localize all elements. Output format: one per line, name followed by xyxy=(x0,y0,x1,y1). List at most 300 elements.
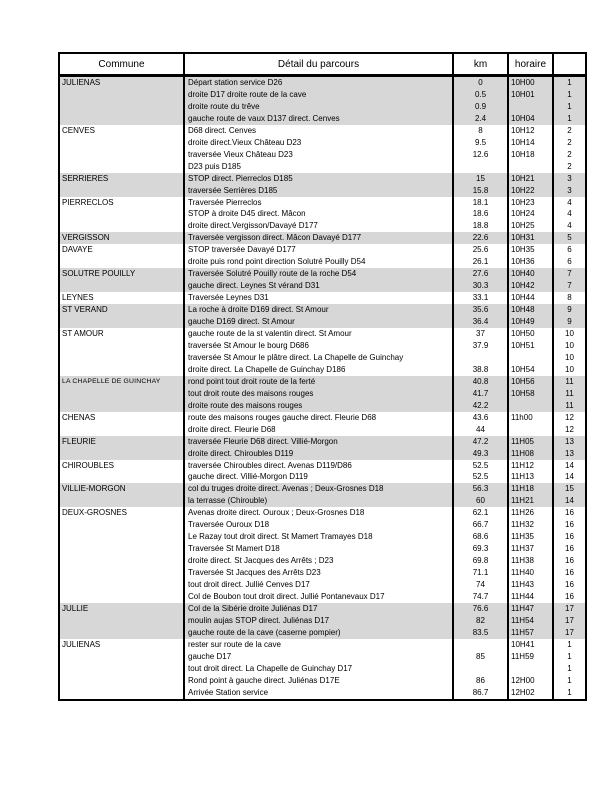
leg-cell: 1 xyxy=(553,89,586,101)
km-cell: 69.3 xyxy=(453,543,508,555)
detail-cell: STOP traversée Davayé D177 xyxy=(184,244,453,256)
commune-cell xyxy=(59,663,184,675)
detail-cell: traversée St Amour le bourg D686 xyxy=(184,340,453,352)
commune-cell xyxy=(59,567,184,579)
horaire-cell: 10H51 xyxy=(508,340,553,352)
table-row xyxy=(59,579,586,591)
detail-cell: droite direct. Fleurie D68 xyxy=(184,424,453,436)
km-cell: 22.6 xyxy=(453,232,508,244)
detail-cell: la terrasse (Chirouble) xyxy=(184,495,453,507)
table-row xyxy=(59,185,586,197)
horaire-cell: 10H22 xyxy=(508,185,553,197)
detail-cell: tout droit direct. La Chapelle de Guinchay D17 xyxy=(184,663,453,675)
horaire-cell: 10H36 xyxy=(508,256,553,268)
table-row xyxy=(59,448,586,460)
column-header-km: km xyxy=(453,53,508,76)
km-cell xyxy=(453,352,508,364)
horaire-cell: 10H58 xyxy=(508,388,553,400)
detail-cell: droite direct.Vieux Château D23 xyxy=(184,137,453,149)
table-row xyxy=(59,483,586,495)
commune-cell xyxy=(59,101,184,113)
header-row xyxy=(59,53,586,76)
km-cell: 85 xyxy=(453,651,508,663)
km-cell xyxy=(453,161,508,173)
detail-cell: D23 puis D185 xyxy=(184,161,453,173)
km-cell: 36.4 xyxy=(453,316,508,328)
commune-cell: VILLIE-MORGON xyxy=(59,483,184,495)
leg-cell: 15 xyxy=(553,483,586,495)
km-cell xyxy=(453,663,508,675)
horaire-cell: 10H12 xyxy=(508,125,553,137)
leg-cell: 1 xyxy=(567,663,572,673)
detail-cell: gauche direct. Villié-Morgon D119 xyxy=(184,471,453,483)
km-cell: 33.1 xyxy=(453,292,508,304)
km-cell: 37 xyxy=(453,328,508,340)
detail-cell: droite direct. Chiroubles D119 xyxy=(184,448,453,460)
table-body xyxy=(59,76,586,700)
commune-cell: DEUX-GROSNES xyxy=(59,507,184,519)
leg-cell: 13 xyxy=(553,436,586,448)
leg-cell: 1 xyxy=(567,687,572,697)
leg-cell: 3 xyxy=(553,173,586,185)
commune-cell xyxy=(59,137,184,149)
km-cell: 74 xyxy=(453,579,508,591)
detail-cell: STOP à droite D45 direct. Mâcon xyxy=(184,208,453,220)
detail-cell: Départ station service D26 xyxy=(184,76,453,89)
horaire-cell: 11H44 xyxy=(508,591,553,603)
leg-cell: 10 xyxy=(565,364,574,374)
horaire-cell: 10H25 xyxy=(508,220,553,232)
detail-cell: tout droit route des maisons rouges xyxy=(184,388,453,400)
horaire-cell: 11H32 xyxy=(508,519,553,531)
commune-cell xyxy=(59,89,184,101)
commune-cell xyxy=(59,543,184,555)
horaire-cell: 10H44 xyxy=(508,292,553,304)
leg-cell: 13 xyxy=(553,448,586,460)
leg-cell: 6 xyxy=(567,257,572,267)
commune-cell: ST AMOUR xyxy=(59,328,184,340)
commune-cell xyxy=(59,364,184,376)
commune-cell xyxy=(59,615,184,627)
commune-cell xyxy=(59,185,184,197)
table-row xyxy=(59,256,586,268)
horaire-cell: 10H56 xyxy=(508,376,553,388)
column-header-horaire: horaire xyxy=(508,53,553,76)
km-cell: 42.2 xyxy=(453,400,508,412)
leg-cell: 12 xyxy=(565,412,574,422)
horaire-cell xyxy=(508,400,553,412)
table-row xyxy=(59,220,586,232)
horaire-cell: 11H37 xyxy=(508,543,553,555)
km-cell: 2.4 xyxy=(453,113,508,125)
leg-cell: 1 xyxy=(553,101,586,113)
column-header-detail: Détail du parcours xyxy=(184,53,453,76)
table-row xyxy=(59,76,586,89)
table-row xyxy=(59,627,586,639)
table-row xyxy=(59,352,586,364)
table-row xyxy=(59,113,586,125)
table-row xyxy=(59,149,586,161)
leg-cell: 2 xyxy=(567,125,572,135)
horaire-cell: 11H35 xyxy=(508,531,553,543)
horaire-cell: 10H49 xyxy=(508,316,553,328)
table-row xyxy=(59,615,586,627)
km-cell: 18.1 xyxy=(453,197,508,209)
km-cell: 74.7 xyxy=(453,591,508,603)
km-cell: 0.5 xyxy=(453,89,508,101)
horaire-cell: 10H24 xyxy=(508,208,553,220)
commune-cell xyxy=(59,352,184,364)
leg-cell: 10 xyxy=(565,352,574,362)
commune-cell xyxy=(59,627,184,639)
detail-cell: Traversée St Mamert D18 xyxy=(184,543,453,555)
detail-cell: D68 direct. Cenves xyxy=(184,125,453,137)
horaire-cell: 10H41 xyxy=(508,639,553,651)
commune-cell xyxy=(59,400,184,412)
leg-cell: 2 xyxy=(567,149,572,159)
km-cell: 9.5 xyxy=(453,137,508,149)
commune-cell xyxy=(59,675,184,687)
detail-cell: traversée Fleurie D68 direct. Villié-Morgon xyxy=(184,436,453,448)
km-cell: 68.6 xyxy=(453,531,508,543)
table-row xyxy=(59,519,586,531)
detail-cell: traversée Vieux Château D23 xyxy=(184,149,453,161)
leg-cell: 16 xyxy=(565,568,574,578)
km-cell: 0.9 xyxy=(453,101,508,113)
commune-cell: SERRIERES xyxy=(59,173,184,185)
horaire-cell xyxy=(508,161,553,173)
commune-cell: SOLUTRE POUILLY xyxy=(59,268,184,280)
km-cell: 41.7 xyxy=(453,388,508,400)
horaire-cell: 10H14 xyxy=(508,137,553,149)
table-row xyxy=(59,639,586,651)
horaire-cell: 11h00 xyxy=(508,412,553,424)
km-cell: 18.8 xyxy=(453,220,508,232)
table-row xyxy=(59,400,586,412)
commune-cell xyxy=(59,316,184,328)
leg-cell: 17 xyxy=(553,603,586,615)
horaire-cell xyxy=(508,424,553,436)
table-row xyxy=(59,591,586,603)
table-row xyxy=(59,507,586,519)
commune-cell: LEYNES xyxy=(59,292,184,304)
km-cell: 76.6 xyxy=(453,603,508,615)
commune-cell: JULIENAS xyxy=(59,639,184,651)
km-cell: 82 xyxy=(453,615,508,627)
table-header xyxy=(59,53,586,76)
km-cell: 37.9 xyxy=(453,340,508,352)
horaire-cell: 11H21 xyxy=(508,495,553,507)
leg-cell: 4 xyxy=(567,209,572,219)
leg-cell: 10 xyxy=(565,329,574,339)
commune-cell xyxy=(59,280,184,292)
horaire-cell: 10H42 xyxy=(508,280,553,292)
commune-cell xyxy=(59,555,184,567)
leg-cell: 14 xyxy=(565,472,574,482)
column-header-commune: Commune xyxy=(59,53,184,76)
km-cell: 83.5 xyxy=(453,627,508,639)
table-row xyxy=(59,232,586,244)
commune-cell xyxy=(59,149,184,161)
table-row xyxy=(59,304,586,316)
detail-cell: gauche direct. Leynes St vérand D31 xyxy=(184,280,453,292)
leg-cell: 11 xyxy=(553,400,586,412)
table-row xyxy=(59,687,586,700)
leg-cell: 16 xyxy=(565,544,574,554)
commune-cell: DAVAYE xyxy=(59,244,184,256)
table-row xyxy=(59,495,586,507)
horaire-cell: 10H35 xyxy=(508,244,553,256)
km-cell: 62.1 xyxy=(453,507,508,519)
km-cell: 49.3 xyxy=(453,448,508,460)
table-row xyxy=(59,268,586,280)
detail-cell: rond point tout droit route de la ferté xyxy=(184,376,453,388)
table-row xyxy=(59,340,586,352)
table-row xyxy=(59,316,586,328)
horaire-cell: 10H50 xyxy=(508,328,553,340)
commune-cell xyxy=(59,687,184,700)
commune-cell xyxy=(59,579,184,591)
leg-cell: 7 xyxy=(553,268,586,280)
leg-cell: 16 xyxy=(565,520,574,530)
table-row xyxy=(59,137,586,149)
horaire-cell xyxy=(508,663,553,675)
detail-cell: moulin aujas STOP direct. Juliénas D17 xyxy=(184,615,453,627)
horaire-cell: 11H13 xyxy=(508,471,553,483)
horaire-cell: 10H31 xyxy=(508,232,553,244)
km-cell: 52.5 xyxy=(453,460,508,472)
horaire-cell: 10H54 xyxy=(508,364,553,376)
leg-cell: 16 xyxy=(565,591,574,601)
leg-cell: 14 xyxy=(565,460,574,470)
km-cell: 8 xyxy=(453,125,508,137)
roadbook-table xyxy=(58,52,587,701)
detail-cell: STOP direct. Pierreclos D185 xyxy=(184,173,453,185)
horaire-cell: 11H12 xyxy=(508,460,553,472)
leg-cell: 1 xyxy=(553,76,586,89)
km-cell: 12.6 xyxy=(453,149,508,161)
table-row xyxy=(59,651,586,663)
leg-cell: 14 xyxy=(553,495,586,507)
commune-cell: JULIENAS xyxy=(59,76,184,89)
table-row xyxy=(59,460,586,472)
leg-cell: 17 xyxy=(553,615,586,627)
detail-cell: tout droit direct. Jullié Cenves D17 xyxy=(184,579,453,591)
horaire-cell xyxy=(508,101,553,113)
horaire-cell: 11H38 xyxy=(508,555,553,567)
table-row xyxy=(59,388,586,400)
km-cell: 44 xyxy=(453,424,508,436)
table-row xyxy=(59,436,586,448)
detail-cell: gauche route de la st valentin direct. St Amour xyxy=(184,328,453,340)
commune-cell xyxy=(59,495,184,507)
horaire-cell: 10H18 xyxy=(508,149,553,161)
commune-cell: PIERRECLOS xyxy=(59,197,184,209)
column-header-leg xyxy=(553,53,586,76)
detail-cell: Col de Boubon tout droit direct. Jullié Pontanevaux D17 xyxy=(184,591,453,603)
table-row xyxy=(59,412,586,424)
km-cell: 0 xyxy=(453,76,508,89)
km-cell: 52.5 xyxy=(453,471,508,483)
leg-cell: 7 xyxy=(553,280,586,292)
table-row xyxy=(59,471,586,483)
table-row xyxy=(59,101,586,113)
km-cell: 15 xyxy=(453,173,508,185)
commune-cell xyxy=(59,388,184,400)
commune-cell: CENVES xyxy=(59,125,184,137)
commune-cell xyxy=(59,591,184,603)
detail-cell: droite direct. La Chapelle de Guinchay D186 xyxy=(184,364,453,376)
leg-cell: 2 xyxy=(567,137,572,147)
commune-cell xyxy=(59,256,184,268)
leg-cell: 9 xyxy=(553,304,586,316)
horaire-cell: 10H48 xyxy=(508,304,553,316)
commune-cell xyxy=(59,113,184,125)
detail-cell: droite direct.Vergisson/Davayé D177 xyxy=(184,220,453,232)
commune-cell xyxy=(59,208,184,220)
leg-cell: 5 xyxy=(553,232,586,244)
km-cell: 27.6 xyxy=(453,268,508,280)
detail-cell: Traversée vergisson direct. Mâcon Davayé D177 xyxy=(184,232,453,244)
horaire-cell: 11H08 xyxy=(508,448,553,460)
detail-cell: Traversée St Jacques des Arrêts D23 xyxy=(184,567,453,579)
horaire-cell: 11H59 xyxy=(508,651,553,663)
km-cell: 15.8 xyxy=(453,185,508,197)
horaire-cell: 12H00 xyxy=(508,675,553,687)
commune-cell: CHIROUBLES xyxy=(59,460,184,472)
horaire-cell: 10H21 xyxy=(508,173,553,185)
detail-cell: gauche route de vaux D137 direct. Cenves xyxy=(184,113,453,125)
horaire-cell: 11H05 xyxy=(508,436,553,448)
detail-cell: Le Razay tout droit direct. St Mamert Tramayes D18 xyxy=(184,531,453,543)
horaire-cell xyxy=(508,352,553,364)
leg-cell: 16 xyxy=(565,556,574,566)
commune-cell xyxy=(59,531,184,543)
detail-cell: route des maisons rouges gauche direct. Fleurie D68 xyxy=(184,412,453,424)
leg-cell: 6 xyxy=(567,245,572,255)
commune-cell: CHENAS xyxy=(59,412,184,424)
detail-cell: droite route des maisons rouges xyxy=(184,400,453,412)
commune-cell xyxy=(59,161,184,173)
commune-cell xyxy=(59,340,184,352)
table-row xyxy=(59,89,586,101)
leg-cell: 11 xyxy=(553,388,586,400)
km-cell: 30.3 xyxy=(453,280,508,292)
km-cell xyxy=(453,639,508,651)
leg-cell: 1 xyxy=(567,675,572,685)
leg-cell: 3 xyxy=(553,185,586,197)
km-cell: 38.8 xyxy=(453,364,508,376)
table-row xyxy=(59,531,586,543)
table-row xyxy=(59,663,586,675)
detail-cell: Col de la Sibérie droite Juliénas D17 xyxy=(184,603,453,615)
detail-cell: Traversée Pierreclos xyxy=(184,197,453,209)
commune-cell xyxy=(59,651,184,663)
table-row xyxy=(59,292,586,304)
detail-cell: droite direct. St Jacques des Arrêts ; D23 xyxy=(184,555,453,567)
detail-cell: Traversée Ouroux D18 xyxy=(184,519,453,531)
horaire-cell: 10H23 xyxy=(508,197,553,209)
detail-cell: droite D17 droite route de la cave xyxy=(184,89,453,101)
leg-cell: 17 xyxy=(553,627,586,639)
commune-cell: ST VERAND xyxy=(59,304,184,316)
table-row xyxy=(59,424,586,436)
commune-cell: FLEURIE xyxy=(59,436,184,448)
commune-cell xyxy=(59,220,184,232)
table-row xyxy=(59,555,586,567)
km-cell: 86.7 xyxy=(453,687,508,700)
detail-cell: Traversée Solutré Pouilly route de la roche D54 xyxy=(184,268,453,280)
horaire-cell: 10H04 xyxy=(508,113,553,125)
detail-cell: droite puis rond point direction Solutré Pouilly D54 xyxy=(184,256,453,268)
table-row xyxy=(59,244,586,256)
km-cell: 35.6 xyxy=(453,304,508,316)
km-cell: 25.6 xyxy=(453,244,508,256)
commune-cell xyxy=(59,448,184,460)
table-row xyxy=(59,161,586,173)
km-cell: 66.7 xyxy=(453,519,508,531)
km-cell: 56.3 xyxy=(453,483,508,495)
detail-cell: rester sur route de la cave xyxy=(184,639,453,651)
table-row xyxy=(59,603,586,615)
horaire-cell: 11H43 xyxy=(508,579,553,591)
commune-cell: LA CHAPELLE DE GUINCHAY xyxy=(59,376,184,388)
km-cell: 26.1 xyxy=(453,256,508,268)
detail-cell: traversée Serrières D185 xyxy=(184,185,453,197)
table-row xyxy=(59,567,586,579)
leg-cell: 4 xyxy=(567,221,572,231)
leg-cell: 1 xyxy=(553,113,586,125)
horaire-cell: 12H02 xyxy=(508,687,553,700)
commune-cell xyxy=(59,471,184,483)
leg-cell: 8 xyxy=(567,293,572,303)
leg-cell: 2 xyxy=(567,161,572,171)
commune-cell xyxy=(59,519,184,531)
horaire-cell: 11H54 xyxy=(508,615,553,627)
leg-cell: 4 xyxy=(567,197,572,207)
km-cell: 60 xyxy=(453,495,508,507)
table-row xyxy=(59,543,586,555)
commune-cell xyxy=(59,424,184,436)
detail-cell: droite route du trêve xyxy=(184,101,453,113)
detail-cell: Traversée Leynes D31 xyxy=(184,292,453,304)
detail-cell: gauche D169 direct. St Amour xyxy=(184,316,453,328)
km-cell: 69.8 xyxy=(453,555,508,567)
km-cell: 86 xyxy=(453,675,508,687)
leg-cell: 1 xyxy=(567,651,572,661)
horaire-cell: 11H57 xyxy=(508,627,553,639)
table-row xyxy=(59,197,586,209)
detail-cell: Arrivée Station service xyxy=(184,687,453,700)
km-cell: 47.2 xyxy=(453,436,508,448)
detail-cell: gauche route de la cave (caserne pompier) xyxy=(184,627,453,639)
km-cell: 71.1 xyxy=(453,567,508,579)
horaire-cell: 11H40 xyxy=(508,567,553,579)
detail-cell: Avenas droite direct. Ouroux ; Deux-Grosnes D18 xyxy=(184,507,453,519)
table-row xyxy=(59,280,586,292)
leg-cell: 16 xyxy=(565,532,574,542)
detail-cell: gauche D17 xyxy=(184,651,453,663)
horaire-cell: 11H26 xyxy=(508,507,553,519)
km-cell: 18.6 xyxy=(453,208,508,220)
table-row xyxy=(59,208,586,220)
detail-cell: Rond point à gauche direct. Juliénas D17E xyxy=(184,675,453,687)
detail-cell: col du truges droite direct. Avenas ; Deux-Grosnes D18 xyxy=(184,483,453,495)
table-row xyxy=(59,173,586,185)
detail-cell: La roche à droite D169 direct. St Amour xyxy=(184,304,453,316)
leg-cell: 16 xyxy=(565,580,574,590)
leg-cell: 16 xyxy=(565,508,574,518)
